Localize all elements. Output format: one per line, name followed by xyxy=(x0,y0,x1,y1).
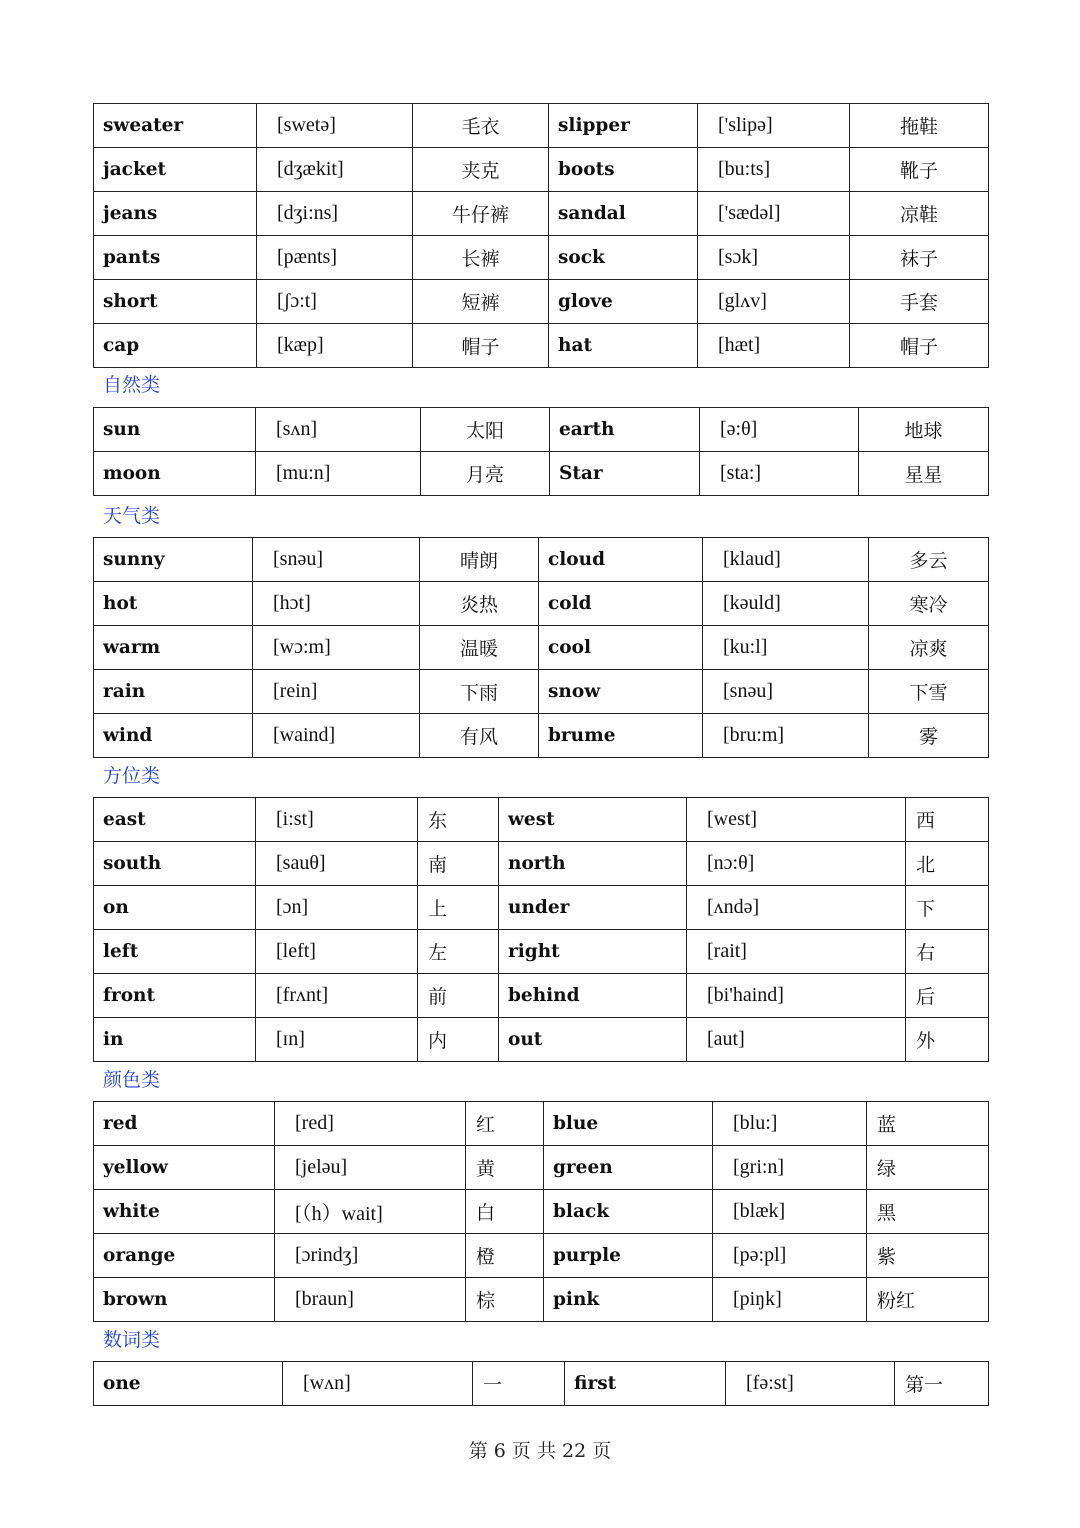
chinese-meaning: 多云 xyxy=(869,538,989,582)
english-word: under xyxy=(499,886,687,930)
phonetic: [snəu] xyxy=(703,670,869,714)
english-word: behind xyxy=(499,974,687,1018)
english-word: front xyxy=(94,974,256,1018)
table-row xyxy=(94,324,989,368)
phonetic: [sauθ] xyxy=(256,842,418,886)
phonetic: [blu:] xyxy=(713,1102,867,1146)
section-heading-weather: 天气类 xyxy=(103,505,161,527)
phonetic: [ɔn] xyxy=(256,886,418,930)
chinese-meaning: 长裤 xyxy=(413,236,549,280)
english-word: sunny xyxy=(94,538,253,582)
chinese-meaning: 凉爽 xyxy=(869,626,989,670)
chinese-meaning: 帽子 xyxy=(850,324,989,368)
english-word: boots xyxy=(549,148,698,192)
chinese-meaning: 拖鞋 xyxy=(850,104,989,148)
chinese-meaning: 黑 xyxy=(867,1190,989,1234)
english-word: one xyxy=(94,1362,283,1406)
chinese-meaning: 地球 xyxy=(859,408,989,452)
chinese-meaning: 手套 xyxy=(850,280,989,324)
chinese-meaning: 棕 xyxy=(466,1278,544,1322)
phonetic: [ku:l] xyxy=(703,626,869,670)
phonetic: ['sædəl] xyxy=(698,192,850,236)
phonetic: [waind] xyxy=(253,714,420,758)
section-heading-nature: 自然类 xyxy=(103,374,161,396)
english-word: rain xyxy=(94,670,253,714)
english-word: cap xyxy=(94,324,257,368)
table-row xyxy=(94,1102,989,1146)
chinese-meaning: 太阳 xyxy=(421,408,550,452)
weather-table xyxy=(93,537,989,758)
english-word: earth xyxy=(550,408,700,452)
english-word: west xyxy=(499,798,687,842)
phonetic: [ə:θ] xyxy=(700,408,859,452)
table-row xyxy=(94,538,989,582)
phonetic: [dʒækit] xyxy=(257,148,413,192)
chinese-meaning: 蓝 xyxy=(867,1102,989,1146)
english-word: jacket xyxy=(94,148,257,192)
phonetic: [（h）wait] xyxy=(275,1190,466,1234)
phonetic: [mu:n] xyxy=(256,452,421,496)
phonetic: [kəuld] xyxy=(703,582,869,626)
phonetic: [sɔk] xyxy=(698,236,850,280)
english-word: east xyxy=(94,798,256,842)
table-row xyxy=(94,582,989,626)
chinese-meaning: 北 xyxy=(906,842,989,886)
english-word: jeans xyxy=(94,192,257,236)
phonetic: [piŋk] xyxy=(713,1278,867,1322)
chinese-meaning: 黄 xyxy=(466,1146,544,1190)
table-row xyxy=(94,1278,989,1322)
english-word: brume xyxy=(539,714,703,758)
english-word: warm xyxy=(94,626,253,670)
english-word: glove xyxy=(549,280,698,324)
english-word: cool xyxy=(539,626,703,670)
english-word: pants xyxy=(94,236,257,280)
english-word: hot xyxy=(94,582,253,626)
english-word: Star xyxy=(550,452,700,496)
english-word: black xyxy=(544,1190,713,1234)
chinese-meaning: 炎热 xyxy=(420,582,539,626)
chinese-meaning: 第一 xyxy=(895,1362,989,1406)
table-row xyxy=(94,1146,989,1190)
chinese-meaning: 雾 xyxy=(869,714,989,758)
phonetic: [i:st] xyxy=(256,798,418,842)
chinese-meaning: 红 xyxy=(466,1102,544,1146)
chinese-meaning: 粉红 xyxy=(867,1278,989,1322)
english-word: brown xyxy=(94,1278,275,1322)
chinese-meaning: 帽子 xyxy=(413,324,549,368)
phonetic: [red] xyxy=(275,1102,466,1146)
table-row xyxy=(94,104,989,148)
english-word: first xyxy=(565,1362,726,1406)
table-row xyxy=(94,1018,989,1062)
table-row xyxy=(94,714,989,758)
english-word: on xyxy=(94,886,256,930)
chinese-meaning: 右 xyxy=(906,930,989,974)
chinese-meaning: 温暖 xyxy=(420,626,539,670)
chinese-meaning: 左 xyxy=(418,930,499,974)
chinese-meaning: 毛衣 xyxy=(413,104,549,148)
section-heading-numerals: 数词类 xyxy=(103,1329,161,1351)
phonetic: [ɪn] xyxy=(256,1018,418,1062)
chinese-meaning: 东 xyxy=(418,798,499,842)
phonetic: [jeləu] xyxy=(275,1146,466,1190)
phonetic: [dʒi:ns] xyxy=(257,192,413,236)
phonetic: [kæp] xyxy=(257,324,413,368)
table-row xyxy=(94,1234,989,1278)
chinese-meaning: 下雨 xyxy=(420,670,539,714)
phonetic: [west] xyxy=(687,798,906,842)
english-word: sock xyxy=(549,236,698,280)
chinese-meaning: 后 xyxy=(906,974,989,1018)
phonetic: ['slipə] xyxy=(698,104,850,148)
english-word: south xyxy=(94,842,256,886)
english-word: pink xyxy=(544,1278,713,1322)
chinese-meaning: 下 xyxy=(906,886,989,930)
phonetic: [pænts] xyxy=(257,236,413,280)
table-row xyxy=(94,1362,989,1406)
english-word: wind xyxy=(94,714,253,758)
table-row xyxy=(94,670,989,714)
chinese-meaning: 内 xyxy=(418,1018,499,1062)
english-word: left xyxy=(94,930,256,974)
table-row xyxy=(94,452,989,496)
english-word: north xyxy=(499,842,687,886)
phonetic: [ʃɔ:t] xyxy=(257,280,413,324)
direction-table xyxy=(93,797,989,1062)
table-row xyxy=(94,930,989,974)
english-word: snow xyxy=(539,670,703,714)
table-row xyxy=(94,280,989,324)
english-word: orange xyxy=(94,1234,275,1278)
chinese-meaning: 紫 xyxy=(867,1234,989,1278)
chinese-meaning: 橙 xyxy=(466,1234,544,1278)
phonetic: [wɔ:m] xyxy=(253,626,420,670)
numerals-table xyxy=(93,1361,989,1406)
chinese-meaning: 外 xyxy=(906,1018,989,1062)
phonetic: [glʌv] xyxy=(698,280,850,324)
english-word: purple xyxy=(544,1234,713,1278)
table-row xyxy=(94,974,989,1018)
english-word: out xyxy=(499,1018,687,1062)
chinese-meaning: 月亮 xyxy=(421,452,550,496)
chinese-meaning: 寒冷 xyxy=(869,582,989,626)
chinese-meaning: 绿 xyxy=(867,1146,989,1190)
english-word: moon xyxy=(94,452,256,496)
phonetic: [rein] xyxy=(253,670,420,714)
english-word: sun xyxy=(94,408,256,452)
phonetic: [rait] xyxy=(687,930,906,974)
chinese-meaning: 南 xyxy=(418,842,499,886)
table-row xyxy=(94,842,989,886)
table-row xyxy=(94,626,989,670)
phonetic: [ʌndə] xyxy=(687,886,906,930)
chinese-meaning: 西 xyxy=(906,798,989,842)
chinese-meaning: 上 xyxy=(418,886,499,930)
phonetic: [wʌn] xyxy=(283,1362,473,1406)
section-heading-direction: 方位类 xyxy=(103,765,161,787)
phonetic: [bu:ts] xyxy=(698,148,850,192)
phonetic: [blæk] xyxy=(713,1190,867,1234)
clothing-table xyxy=(93,103,989,368)
phonetic: [braun] xyxy=(275,1278,466,1322)
chinese-meaning: 白 xyxy=(466,1190,544,1234)
phonetic: [pə:pl] xyxy=(713,1234,867,1278)
english-word: yellow xyxy=(94,1146,275,1190)
english-word: white xyxy=(94,1190,275,1234)
phonetic: [klaud] xyxy=(703,538,869,582)
chinese-meaning: 夹克 xyxy=(413,148,549,192)
english-word: slipper xyxy=(549,104,698,148)
phonetic: [sta:] xyxy=(700,452,859,496)
phonetic: [frʌnt] xyxy=(256,974,418,1018)
colors-table xyxy=(93,1101,989,1322)
table-row xyxy=(94,1190,989,1234)
chinese-meaning: 牛仔裤 xyxy=(413,192,549,236)
table-row xyxy=(94,148,989,192)
chinese-meaning: 前 xyxy=(418,974,499,1018)
english-word: green xyxy=(544,1146,713,1190)
phonetic: [nɔ:θ] xyxy=(687,842,906,886)
english-word: in xyxy=(94,1018,256,1062)
table-row xyxy=(94,236,989,280)
section-heading-colors: 颜色类 xyxy=(103,1069,161,1091)
phonetic: [aut] xyxy=(687,1018,906,1062)
page-footer: 第 6 页 共 22 页 xyxy=(468,1440,612,1462)
english-word: short xyxy=(94,280,257,324)
table-row xyxy=(94,408,989,452)
phonetic: [bi'haind] xyxy=(687,974,906,1018)
chinese-meaning: 短裤 xyxy=(413,280,549,324)
phonetic: [swetə] xyxy=(257,104,413,148)
phonetic: [gri:n] xyxy=(713,1146,867,1190)
english-word: hat xyxy=(549,324,698,368)
chinese-meaning: 晴朗 xyxy=(420,538,539,582)
chinese-meaning: 一 xyxy=(473,1362,565,1406)
chinese-meaning: 凉鞋 xyxy=(850,192,989,236)
english-word: blue xyxy=(544,1102,713,1146)
english-word: sandal xyxy=(549,192,698,236)
phonetic: [bru:m] xyxy=(703,714,869,758)
english-word: cloud xyxy=(539,538,703,582)
nature-table xyxy=(93,407,989,496)
table-row xyxy=(94,886,989,930)
table-row xyxy=(94,192,989,236)
english-word: cold xyxy=(539,582,703,626)
phonetic: [ɔrindʒ] xyxy=(275,1234,466,1278)
english-word: red xyxy=(94,1102,275,1146)
chinese-meaning: 靴子 xyxy=(850,148,989,192)
phonetic: [fə:st] xyxy=(726,1362,895,1406)
english-word: right xyxy=(499,930,687,974)
chinese-meaning: 袜子 xyxy=(850,236,989,280)
phonetic: [snəu] xyxy=(253,538,420,582)
chinese-meaning: 星星 xyxy=(859,452,989,496)
english-word: sweater xyxy=(94,104,257,148)
chinese-meaning: 有风 xyxy=(420,714,539,758)
phonetic: [sʌn] xyxy=(256,408,421,452)
chinese-meaning: 下雪 xyxy=(869,670,989,714)
phonetic: [left] xyxy=(256,930,418,974)
table-row xyxy=(94,798,989,842)
phonetic: [hɔt] xyxy=(253,582,420,626)
phonetic: [hæt] xyxy=(698,324,850,368)
